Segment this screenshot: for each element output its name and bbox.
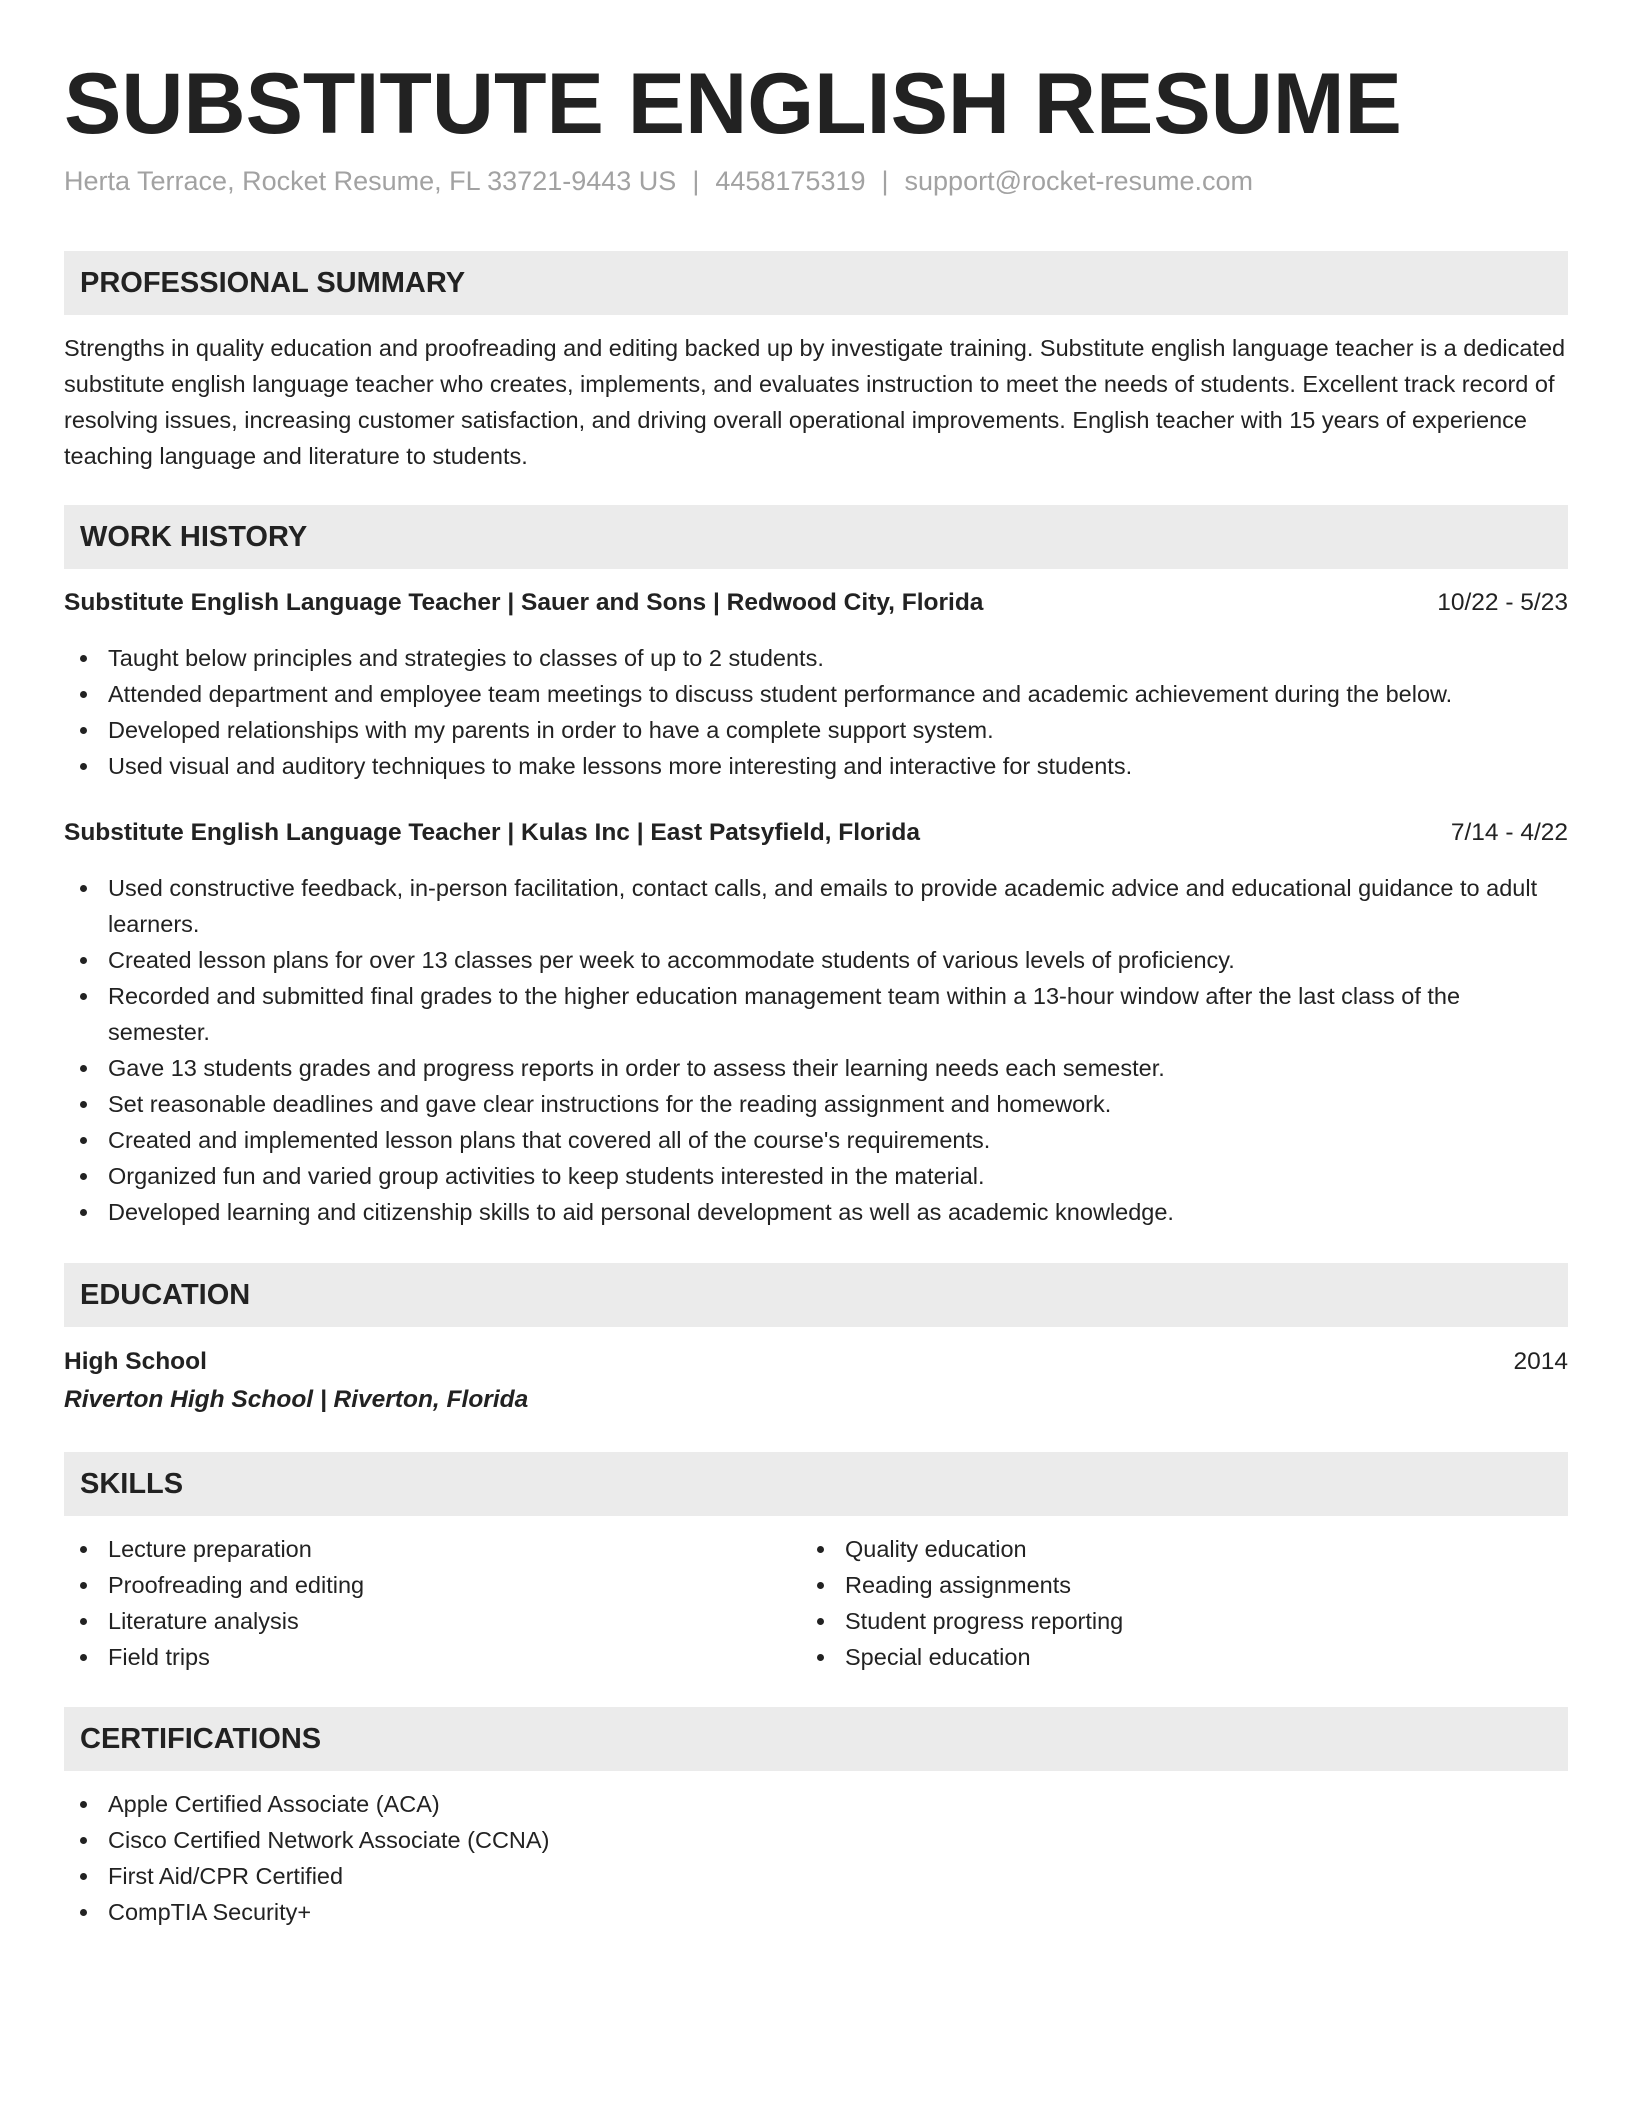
list-item: Special education [845,1639,1632,1675]
list-item: Literature analysis [108,1603,1568,1639]
contact-line [64,166,1253,197]
list-item: Apple Certified Associate (ACA) [108,1786,1568,1822]
job-dates: 7/14 - 4/22 [1450,819,1568,846]
list-item: CompTIA Security+ [108,1894,1568,1930]
list-item: Created and implemented lesson plans that covered all of the course's requirements. [108,1122,1568,1158]
separator: | [881,166,889,196]
list-item: Set reasonable deadlines and gave clear instructions for the reading assignment and homework. [108,1086,1568,1122]
list-item: Organized fun and varied group activities to keep students interested in the material. [108,1158,1568,1194]
job-header [64,815,1568,851]
school: Riverton High School | Riverton, Florida [64,1386,529,1413]
skills-heading: SKILLS [64,1452,1568,1516]
list-item: Taught below principles and strategies to classes of up to 2 students. [108,640,1568,676]
list-item: Lecture preparation [108,1531,1568,1567]
graduation-year: 2014 [1513,1348,1568,1375]
list-item: Field trips [108,1639,1568,1675]
job-dates: 10/22 - 5/23 [1437,589,1568,616]
job-header [64,585,1568,621]
list-item: Gave 13 students grades and progress reports in order to assess their learning needs each semester. [108,1050,1568,1086]
separator: | [692,166,700,196]
list-item: Attended department and employee team meetings to discuss student performance and academic achievement during the below. [108,676,1568,712]
email: support@rocket-resume.com [904,166,1254,196]
certifications-heading: CERTIFICATIONS [64,1707,1568,1771]
list-item: Developed learning and citizenship skills to aid personal development as well as academic knowledge. [108,1194,1568,1230]
list-item: First Aid/CPR Certified [108,1858,1568,1894]
job-title: Substitute English Language Teacher | Kulas Inc | East Patsyfield, Florida [64,819,920,846]
list-item: Used visual and auditory techniques to make lessons more interesting and interactive for students. [108,748,1568,784]
skills-list-right [801,1531,1632,1675]
list-item: Recorded and submitted final grades to the higher education management team within a 13-hour window after the last class of the semester. [108,978,1568,1050]
list-item: Proofreading and editing [108,1567,1568,1603]
resume-title: SUBSTITUTE ENGLISH RESUME [64,56,1402,152]
list-item: Used constructive feedback, in-person facilitation, contact calls, and emails to provide academic advice and educational guidance to adult learners. [108,870,1568,942]
list-item: Quality education [845,1531,1632,1567]
phone: 4458175319 [715,166,866,196]
certifications-list [64,1786,1568,1930]
summary-heading: PROFESSIONAL SUMMARY [64,251,1568,315]
list-item: Cisco Certified Network Associate (CCNA) [108,1822,1568,1858]
list-item: Reading assignments [845,1567,1632,1603]
job-bullets [64,640,1568,784]
job-bullets [64,870,1568,1230]
list-item: Student progress reporting [845,1603,1632,1639]
work-history-heading: WORK HISTORY [64,505,1568,569]
address: Herta Terrace, Rocket Resume, FL 33721-9443 US [64,166,677,196]
education-heading: EDUCATION [64,1263,1568,1327]
list-item: Developed relationships with my parents in order to have a complete support system. [108,712,1568,748]
job-title: Substitute English Language Teacher | Sauer and Sons | Redwood City, Florida [64,589,984,616]
list-item: Created lesson plans for over 13 classes per week to accommodate students of various levels of proficiency. [108,942,1568,978]
summary-text: Strengths in quality education and proofreading and editing backed up by investigate training. Substitute english language teacher is a dedicated substitute english language teacher who creates, implements, and evaluates instruction to meet the needs of students. Excellent track record of resolving issues, increasing customer satisfaction, and driving overall operational improvements. English teacher with 15 years of experience teaching language and literature to students. [64,335,1566,469]
degree: High School [64,1348,207,1375]
